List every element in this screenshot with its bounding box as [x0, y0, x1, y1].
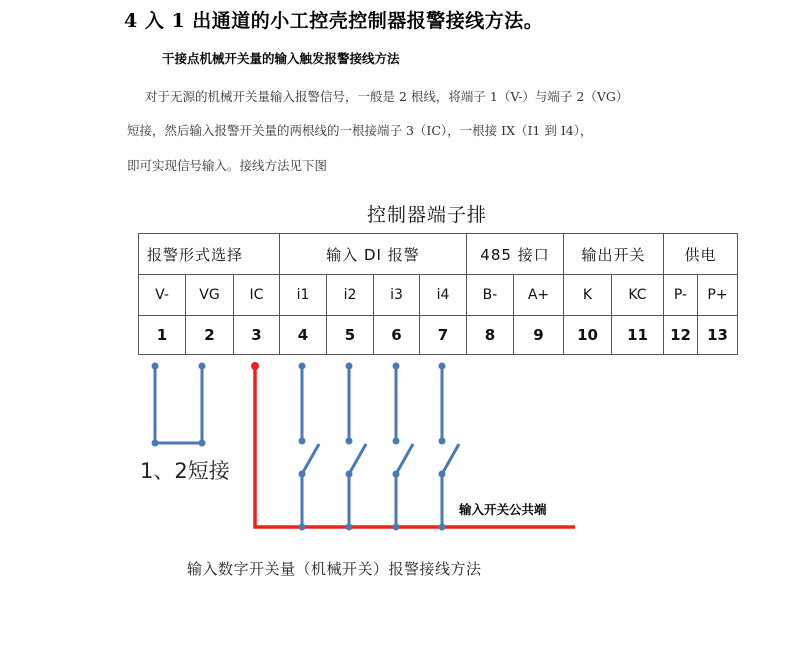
terminal-number: 13 [698, 316, 738, 355]
group-power: 供电 [664, 234, 738, 275]
signal-cell: i1 [280, 275, 327, 316]
signal-cell: KC [612, 275, 664, 316]
switch-i1 [302, 366, 319, 527]
short-link-1-2 [155, 366, 202, 443]
terminal-number: 6 [374, 316, 420, 355]
group-di-input: 输入 DI 报警 [280, 234, 467, 275]
signal-cell: i3 [374, 275, 420, 316]
terminal-number: 9 [514, 316, 564, 355]
signal-cell: i4 [420, 275, 467, 316]
signal-cell: V- [139, 275, 186, 316]
terminal-number: 11 [612, 316, 664, 355]
terminal-number: 8 [467, 316, 514, 355]
terminal-number: 4 [280, 316, 327, 355]
ic-terminal-dot [251, 362, 259, 370]
signal-cell: P- [664, 275, 698, 316]
terminal-number: 1 [139, 316, 186, 355]
group-output-switch: 输出开关 [564, 234, 664, 275]
signal-cell: B- [467, 275, 514, 316]
signal-cell: VG [186, 275, 234, 316]
signal-cell: A+ [514, 275, 564, 316]
terminal-number: 5 [327, 316, 374, 355]
signal-cell: K [564, 275, 612, 316]
figure-caption: 输入数字开关量（机械开关）报警接线方法 [187, 560, 482, 578]
terminal-number: 3 [234, 316, 280, 355]
switch-node-dots [299, 363, 446, 531]
signal-cell: P+ [698, 275, 738, 316]
terminal-number: 12 [664, 316, 698, 355]
switch-i4 [442, 366, 459, 527]
terminal-number: 10 [564, 316, 612, 355]
group-485: 485 接口 [467, 234, 564, 275]
terminal-block-title: 控制器端子排 [367, 204, 488, 226]
short-link-dots [152, 363, 206, 447]
terminal-number: 7 [420, 316, 467, 355]
group-alarm-mode: 报警形式选择 [139, 234, 280, 275]
doc-heading: 4 入 1 出通道的小工控壳控制器报警接线方法。 [124, 10, 544, 32]
paragraph-line-2: 短接，然后输入报警开关量的两根线的一根接端子 3（IC），一根接 IX（I1 到 I4）， [127, 123, 593, 138]
signal-cell: i2 [327, 275, 374, 316]
doc-subheading: 干接点机械开关量的输入触发报警接线方法 [162, 51, 400, 66]
common-terminal-label: 输入开关公共端 [459, 502, 547, 517]
terminal-number: 2 [186, 316, 234, 355]
short-label: 1、2短接 [140, 459, 230, 483]
paragraph-line-3: 即可实现信号输入。接线方法见下图 [127, 158, 328, 173]
paragraph-line-1: 对于无源的机械开关量输入报警信号，一般是 2 根线，将端子 1（V-）与端子 2（VG） [145, 89, 629, 104]
switch-i2 [349, 366, 366, 527]
signal-cell: IC [234, 275, 280, 316]
switch-i3 [396, 366, 413, 527]
